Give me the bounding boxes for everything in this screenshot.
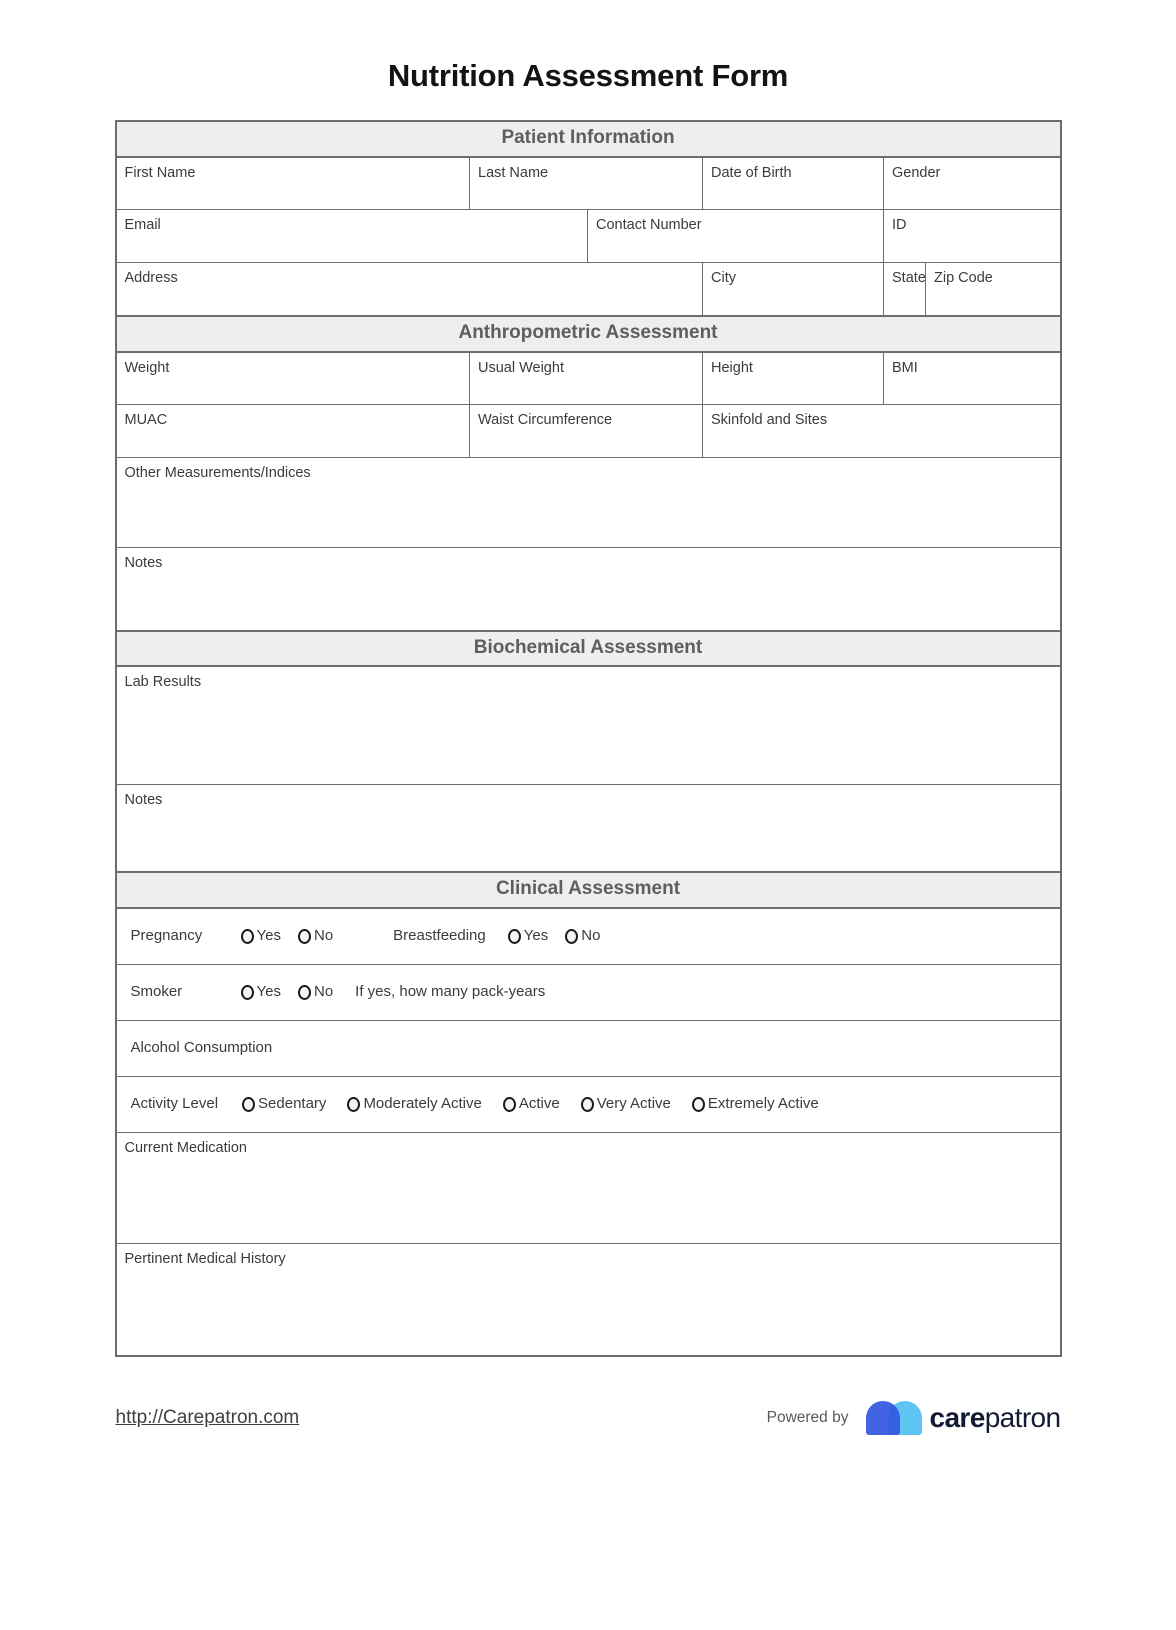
field-label-anthropometric-notes: Notes	[124, 555, 163, 572]
carepatron-logo	[866, 1401, 1060, 1435]
label-activity-level: Activity Level	[130, 1095, 219, 1113]
field-label-current-medication: Current Medication	[124, 1139, 247, 1156]
radio-label-smoker-yes: Yes	[256, 983, 281, 1001]
radio-activity-very-active[interactable]	[581, 1095, 671, 1113]
field-date-of-birth[interactable]	[703, 157, 884, 210]
field-label-biochemical-notes: Notes	[124, 791, 163, 808]
field-label-last-name: Last Name	[478, 164, 549, 181]
radio-label-breastfeeding-no: No	[581, 927, 601, 945]
field-current-medication[interactable]	[116, 1132, 1061, 1243]
field-biochemical-notes[interactable]	[116, 784, 1061, 872]
field-label-id: ID	[892, 217, 907, 234]
field-weight[interactable]	[116, 352, 470, 405]
radio-activity-active[interactable]	[503, 1095, 560, 1113]
field-label-contact-number: Contact Number	[596, 217, 702, 234]
field-label-city: City	[711, 270, 736, 287]
field-skinfold-and-sites[interactable]	[703, 405, 1061, 458]
radio-circle-icon[interactable]	[565, 929, 578, 944]
page-footer	[116, 1357, 1061, 1435]
radio-label-smoker-no: No	[313, 983, 334, 1001]
field-state[interactable]	[884, 263, 926, 316]
footer-branding	[767, 1401, 1061, 1435]
field-label-date-of-birth: Date of Birth	[711, 164, 792, 181]
label-smoker: Smoker	[130, 983, 183, 1001]
radio-smoker-no[interactable]	[298, 983, 333, 1001]
section-header-anthropometric-assessment: Anthropometric Assessment	[116, 316, 1061, 352]
field-city[interactable]	[703, 263, 884, 316]
field-alcohol-consumption[interactable]	[116, 1020, 1061, 1076]
radio-label-activity-moderately-active: Moderately Active	[363, 1095, 482, 1113]
field-label-waist-circumference: Waist Circumference	[478, 412, 613, 429]
field-id[interactable]	[884, 210, 1061, 263]
section-header-clinical-assessment: Clinical Assessment	[116, 872, 1061, 908]
field-label-skinfold-and-sites: Skinfold and Sites	[711, 412, 828, 429]
radio-circle-icon[interactable]	[581, 1097, 594, 1112]
field-smoker-pack-years[interactable]: If yes, how many pack-years	[355, 983, 546, 1001]
radio-circle-icon[interactable]	[241, 929, 254, 944]
field-label-weight: Weight	[124, 359, 170, 376]
radio-label-activity-extremely-active: Extremely Active	[707, 1095, 819, 1113]
radio-circle-icon[interactable]	[241, 985, 254, 1000]
field-pertinent-medical-history[interactable]	[116, 1243, 1061, 1356]
field-label-lab-results: Lab Results	[124, 674, 202, 691]
field-label-first-name: First Name	[124, 164, 196, 181]
field-label-state: State	[892, 270, 926, 287]
radio-activity-moderately-active[interactable]	[347, 1095, 481, 1113]
logo-arch-dark-icon	[866, 1401, 900, 1435]
radio-activity-sedentary[interactable]	[242, 1095, 326, 1113]
field-label-email: Email	[124, 217, 161, 234]
field-label-other-measurements: Other Measurements/Indices	[124, 465, 311, 482]
field-height[interactable]	[703, 352, 884, 405]
field-lab-results[interactable]	[116, 666, 1061, 784]
field-label-address: Address	[124, 270, 178, 287]
field-bmi[interactable]	[884, 352, 1061, 405]
radio-label-breastfeeding-yes: Yes	[523, 927, 549, 945]
field-label-gender: Gender	[892, 164, 941, 181]
field-usual-weight[interactable]	[470, 352, 703, 405]
field-gender[interactable]	[884, 157, 1061, 210]
section-header-biochemical-assessment: Biochemical Assessment	[116, 631, 1061, 667]
field-label-zip-code: Zip Code	[934, 270, 993, 287]
radio-activity-extremely-active[interactable]	[692, 1095, 819, 1113]
nutrition-assessment-table	[115, 120, 1062, 1357]
field-waist-circumference[interactable]	[470, 405, 703, 458]
field-label-height: Height	[711, 359, 753, 376]
field-label-usual-weight: Usual Weight	[478, 359, 564, 376]
carepatron-wordmark	[929, 1402, 1060, 1434]
radio-pregnancy-no[interactable]	[298, 927, 333, 945]
logo-text-bold: care	[929, 1402, 985, 1434]
carepatron-url-link[interactable]: http://Carepatron.com	[115, 1407, 300, 1429]
radio-circle-icon[interactable]	[692, 1097, 705, 1112]
radio-label-activity-active: Active	[518, 1095, 560, 1113]
section-header-patient-information: Patient Information	[116, 121, 1061, 157]
label-pregnancy: Pregnancy	[130, 927, 203, 945]
radio-pregnancy-yes[interactable]	[241, 927, 281, 945]
logo-text-light: patron	[984, 1402, 1061, 1434]
label-breastfeeding: Breastfeeding	[393, 927, 486, 945]
radio-label-activity-very-active: Very Active	[596, 1095, 671, 1113]
field-label-bmi: BMI	[892, 359, 918, 376]
field-zip-code[interactable]	[926, 263, 1061, 316]
radio-circle-icon[interactable]	[347, 1097, 360, 1112]
radio-label-pregnancy-yes: Yes	[256, 927, 281, 945]
row-activity-level	[116, 1076, 1061, 1132]
radio-circle-icon[interactable]	[298, 985, 311, 1000]
radio-breastfeeding-yes[interactable]	[508, 927, 548, 945]
field-last-name[interactable]	[470, 157, 703, 210]
field-first-name[interactable]	[116, 157, 470, 210]
field-email[interactable]	[116, 210, 588, 263]
row-smoker	[116, 964, 1061, 1020]
radio-breastfeeding-no[interactable]	[565, 927, 600, 945]
field-label-muac: MUAC	[124, 412, 168, 429]
radio-circle-icon[interactable]	[508, 929, 521, 944]
field-contact-number[interactable]	[588, 210, 884, 263]
field-label-pertinent-medical-history: Pertinent Medical History	[124, 1250, 286, 1267]
carepatron-logo-icon	[866, 1401, 922, 1435]
radio-circle-icon[interactable]	[242, 1097, 255, 1112]
row-pregnancy-breastfeeding	[116, 908, 1061, 964]
radio-circle-icon[interactable]	[503, 1097, 516, 1112]
field-address[interactable]	[116, 263, 703, 316]
page-title: Nutrition Assessment Form	[387, 58, 789, 93]
radio-label-pregnancy-no: No	[313, 927, 334, 945]
radio-label-activity-sedentary: Sedentary	[258, 1095, 327, 1113]
field-other-measurements[interactable]	[116, 458, 1061, 548]
radio-smoker-yes[interactable]	[241, 983, 281, 1001]
field-anthropometric-notes[interactable]	[116, 548, 1061, 631]
label-alcohol-consumption: Alcohol Consumption	[130, 1039, 273, 1057]
field-muac[interactable]	[116, 405, 470, 458]
powered-by-label: Powered by	[766, 1409, 849, 1427]
radio-circle-icon[interactable]	[298, 929, 311, 944]
